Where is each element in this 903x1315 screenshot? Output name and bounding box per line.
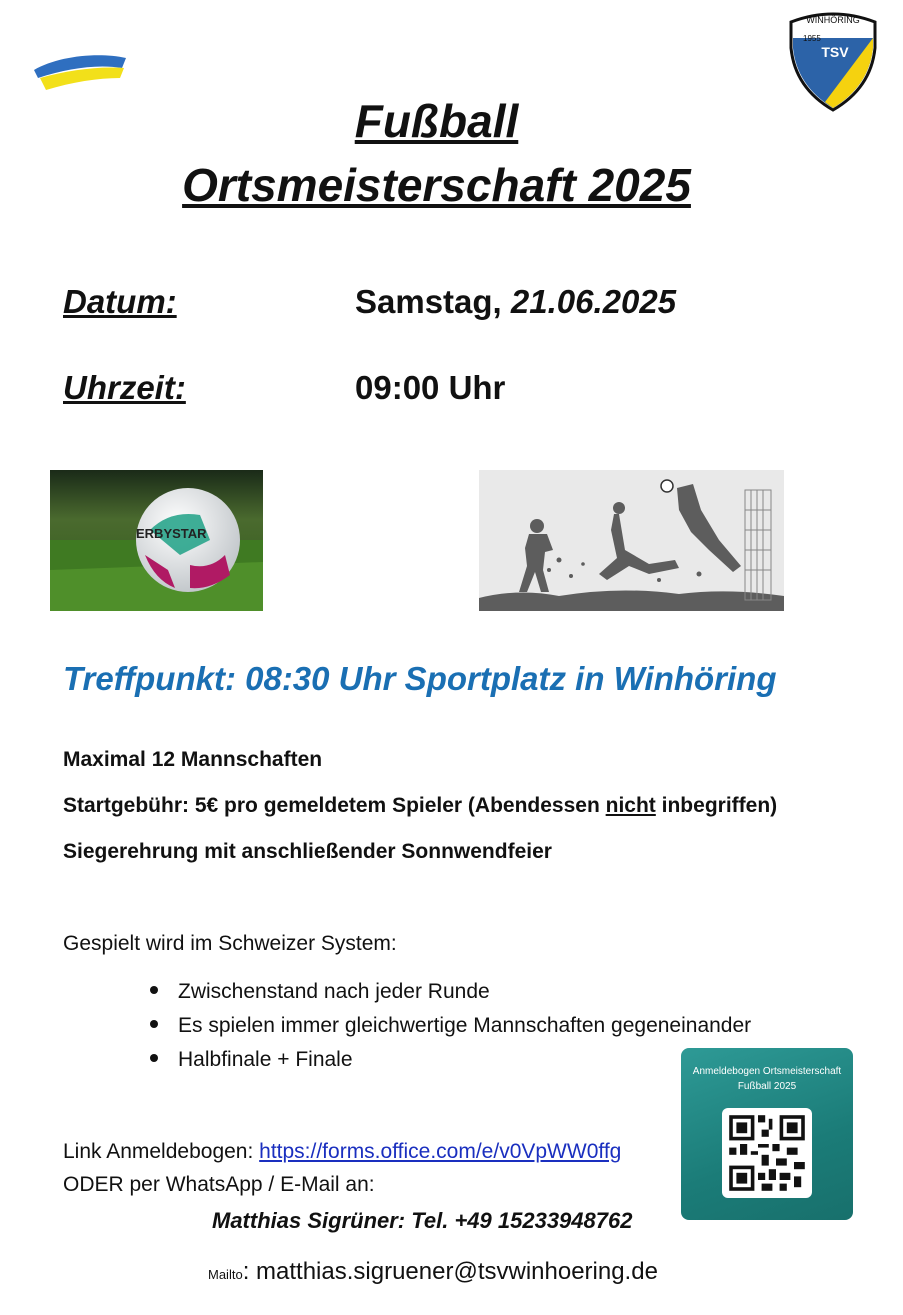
link-label: Link Anmeldebogen: <box>63 1140 260 1163</box>
uhrzeit-label: Uhrzeit: <box>63 369 186 406</box>
list-item: Es spielen immer gleichwertige Mannschaften gegeneinander <box>150 1014 751 1038</box>
club-year-text: 1955 <box>803 34 821 43</box>
mail-address: : matthias.sigruener@tsvwinhoering.de <box>242 1258 658 1285</box>
contact-email[interactable] <box>208 1258 658 1286</box>
fee-text-before: Startgebühr: 5€ pro gemeldetem Spieler (Abendessen <box>63 794 606 817</box>
registration-link-line <box>63 1140 621 1164</box>
fee-text-underlined: nicht <box>605 794 656 817</box>
fee-text-after: inbegriffen) <box>655 794 778 817</box>
datum-value <box>355 283 676 321</box>
teams-info: Maximal 12 Mannschaften <box>63 748 323 771</box>
qr-registration-card[interactable] <box>681 1048 853 1220</box>
registration-or-text: ODER per WhatsApp / E-Mail an: <box>63 1173 375 1196</box>
football-photo <box>50 470 263 611</box>
ball-brand-text: ERBYSTAR <box>136 526 207 541</box>
datum-weekday: Samstag, <box>355 283 502 320</box>
system-intro: Gespielt wird im Schweizer System: <box>63 932 397 955</box>
ceremony-info: Siegerehrung mit anschließender Sonnwendfeier <box>63 840 552 863</box>
datum-label: Datum: <box>63 283 177 320</box>
registration-link[interactable]: https://forms.office.com/e/v0VpWW0ffg <box>259 1140 622 1163</box>
club-abbr-text: TSV <box>821 44 849 60</box>
club-name-text: WINHÖRING <box>806 15 860 25</box>
list-item: Halbfinale + Finale <box>150 1048 353 1072</box>
ukraine-flag-icon <box>28 48 132 98</box>
treffpunkt-heading: Treffpunkt: 08:30 Uhr Sportplatz in Winhöring <box>63 660 777 697</box>
mail-prefix: Mailto <box>208 1267 243 1282</box>
list-item: Zwischenstand nach jeder Runde <box>150 980 490 1004</box>
uhrzeit-value: 09:00 Uhr <box>355 369 506 406</box>
fee-info <box>63 794 777 818</box>
qr-card-title: Anmeldebogen Ortsmeisterschaft Fußball 2025 <box>692 1066 842 1092</box>
datum-date: 21.06.2025 <box>510 283 677 320</box>
players-silhouette-image <box>479 470 784 611</box>
title-line-2: Ortsmeisterschaft 2025 <box>182 159 691 211</box>
qr-code-icon <box>722 1108 812 1198</box>
title-line-1: Fußball <box>354 95 519 147</box>
contact-phone: Matthias Sigrüner: Tel. +49 15233948762 <box>212 1208 633 1233</box>
